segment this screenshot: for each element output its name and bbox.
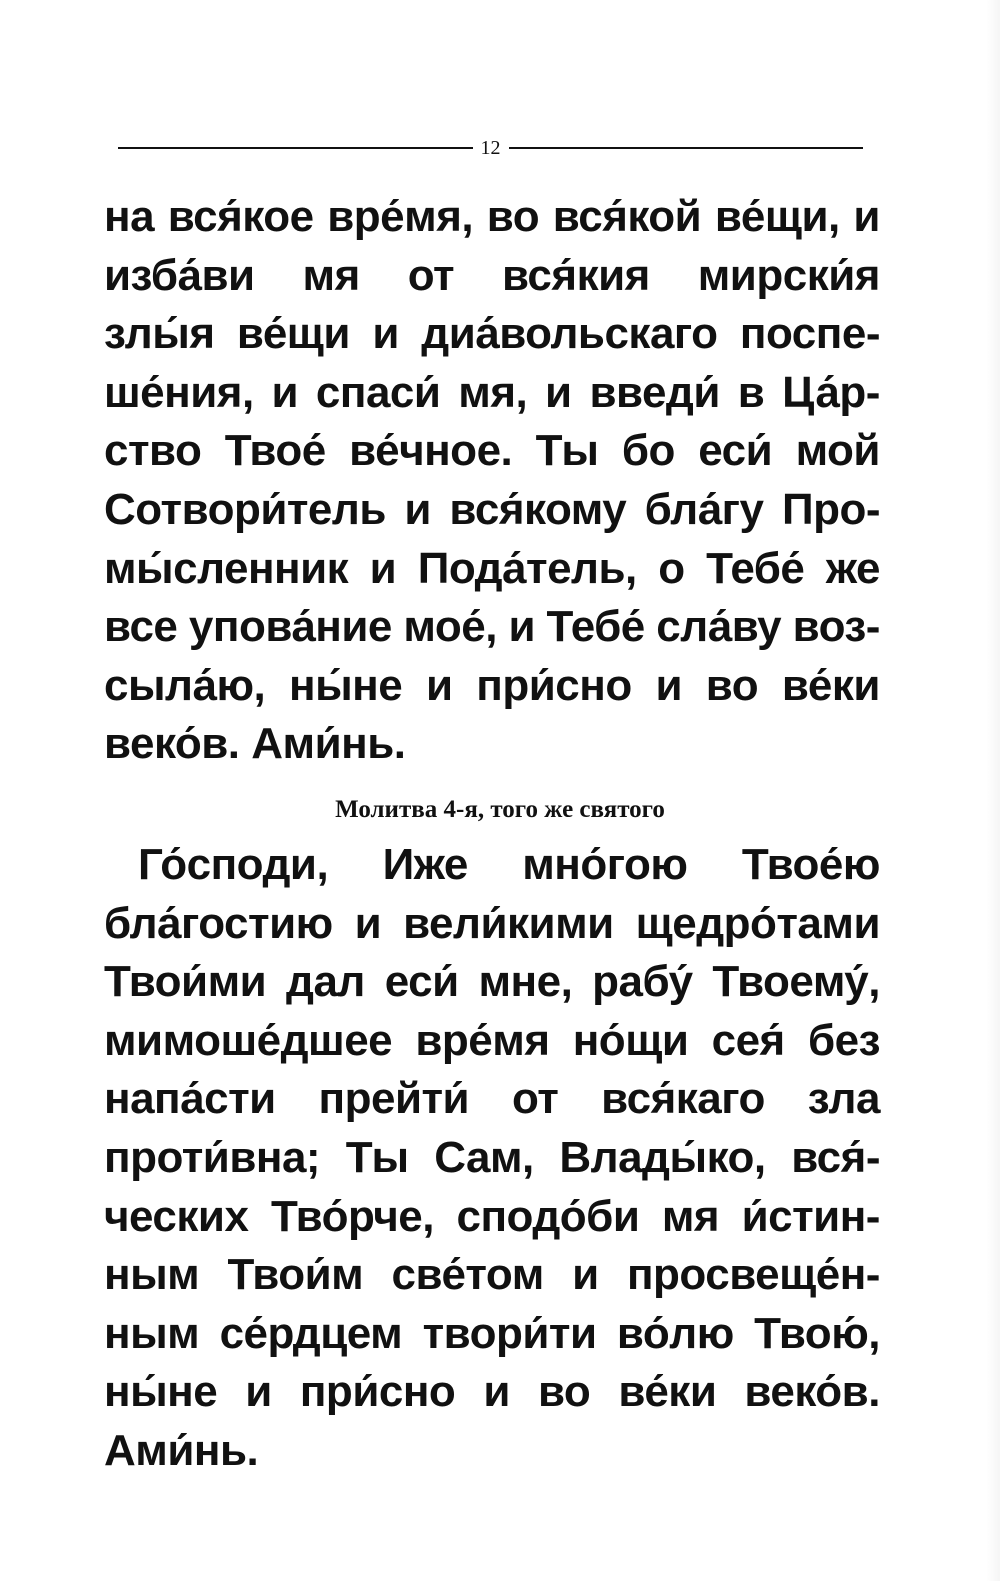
word: Тебе́ [706,543,805,593]
word: поспе- [739,309,880,359]
header-rule-right [509,147,864,149]
word: диа́вольскаго [421,309,718,359]
word: при́сно [476,660,632,710]
word: мы́сленник [104,543,349,593]
word: просвеще́н- [626,1250,880,1300]
word: мя [302,250,360,300]
word: се́рдцем [219,1308,403,1358]
word: ным [104,1250,200,1300]
word: Ами́нь. [104,1425,259,1475]
word: ны́не [104,1367,218,1417]
word: и [853,192,880,241]
text-line [104,1363,880,1422]
word: при́сно [299,1367,456,1417]
word: во [486,192,540,241]
text-line [104,953,880,1012]
word: Тво́рче, [270,1191,435,1241]
page-edge-shade [986,0,1000,1581]
word: проти́вна; [104,1132,321,1182]
word: на [104,192,155,241]
word: и [271,367,299,417]
text-line [104,247,880,306]
word: мя, [458,367,528,417]
word: Сам, [434,1132,534,1182]
word: зла [807,1074,880,1124]
word: ны́не [289,660,403,710]
word: еси́ [384,957,459,1007]
word: мое́, [403,602,497,652]
text-line [104,895,880,954]
word: Ца́р- [782,367,880,417]
word: и [372,309,399,359]
word: ве́ки [781,660,880,710]
text-line [104,188,880,247]
word: вся́каго [601,1074,765,1124]
text-line [104,836,880,895]
word: ше́ния, [104,367,254,417]
word: мя [661,1191,720,1241]
word: без [807,1015,880,1065]
word: твори́ти [422,1308,597,1358]
word: и [655,660,683,710]
word: и [508,602,536,652]
word: Го́споди, [138,840,329,889]
text-line [104,715,880,774]
word: но́щи [572,1015,689,1065]
word: щедро́тами [635,898,880,948]
text-line [104,305,880,364]
word: и [545,367,572,417]
word: Тебе́ [546,602,645,652]
word: Твое́ [224,426,326,476]
text-line [104,1070,880,1129]
word: Твоему́, [712,957,880,1007]
word: вся́кое [167,192,314,241]
word: ным [104,1308,200,1358]
word: спаси́ [315,367,441,417]
word: веко́в. [744,1367,880,1417]
header-rule-left [118,147,473,149]
word: Ами́нь. [251,719,406,769]
text-line [104,1129,880,1188]
text-line [104,598,880,657]
word: вся́кой [552,192,702,241]
word: Сотвори́тель [104,484,386,534]
word: бла́гу [644,484,764,534]
section-title: Молитва 4-я, того же святого [335,796,665,823]
word: сея́ [711,1015,785,1065]
text-line [104,657,880,716]
word: и [425,660,453,710]
word: Ты [345,1132,409,1182]
word: ве́щи [236,309,350,359]
word: бла́гостию [104,898,333,948]
word: напа́сти [104,1074,276,1124]
text-line [104,1422,880,1481]
word: изба́ви [104,250,255,300]
word: вся́кия [501,250,650,300]
word: мой [795,426,880,476]
word: во́лю [616,1308,734,1358]
word: прейти́ [318,1074,470,1124]
word: злы́я [104,309,215,359]
word: и [369,543,397,593]
text-line [104,1305,880,1364]
text-line [104,364,880,423]
word: Пода́тель, [417,543,637,593]
word: во [537,1367,591,1417]
word: упова́ние [188,602,392,652]
word: Твои́ми [104,957,267,1007]
word: и́стин- [741,1191,880,1241]
word: ве́чное. [349,426,513,476]
word: мне, [478,957,573,1007]
word: вся́кому [449,484,627,534]
word: веко́в. [104,719,240,769]
word: от [407,250,455,300]
word: ство [104,426,202,476]
text-line [104,422,880,481]
word: вели́кими [403,898,614,948]
prayer-paragraph-2 [104,836,880,1481]
text-line [104,540,880,599]
word: вре́мя, [327,192,474,241]
word: сла́ву [656,602,782,652]
text-line [104,481,880,540]
word: ве́ки [618,1367,717,1417]
space [240,715,252,774]
word: и [483,1367,510,1417]
word: Твое́ю [741,840,880,889]
word: рабу́ [592,957,693,1007]
word: бо [621,426,675,476]
word: введи́ [589,367,720,417]
word: вре́мя [415,1015,550,1065]
prayer-paragraph-1 [104,188,880,774]
page-number: 12 [480,137,501,159]
text-line [104,1188,880,1247]
word: воз- [792,602,880,652]
word: и [404,484,431,534]
text-line [104,1246,880,1305]
word: Про- [781,484,880,534]
word: сыла́ю, [104,660,266,710]
word: вся́- [791,1132,880,1182]
word: све́том [391,1250,544,1300]
word: Иже [382,840,468,889]
word: и [354,898,382,948]
page-header [118,136,863,160]
word: мирски́я [697,250,880,300]
word: дал [286,957,365,1007]
word: мно́гою [522,840,688,889]
word: Твою́, [754,1308,880,1358]
text-line [104,1012,880,1071]
word: сподо́би [456,1191,640,1241]
word: же [825,543,880,593]
word: ве́щи, [714,192,840,241]
word: Влады́ко, [559,1132,766,1182]
word: ческих [104,1191,249,1241]
word: во [705,660,759,710]
word: в [737,367,765,417]
word: все [104,602,178,652]
word: Твои́м [227,1250,364,1300]
word: Ты [535,426,599,476]
word: о [658,543,685,593]
word: мимоше́дшее [104,1015,393,1065]
word: и [245,1367,272,1417]
word: от [511,1074,559,1124]
word: еси́ [698,426,773,476]
word: и [572,1250,599,1300]
